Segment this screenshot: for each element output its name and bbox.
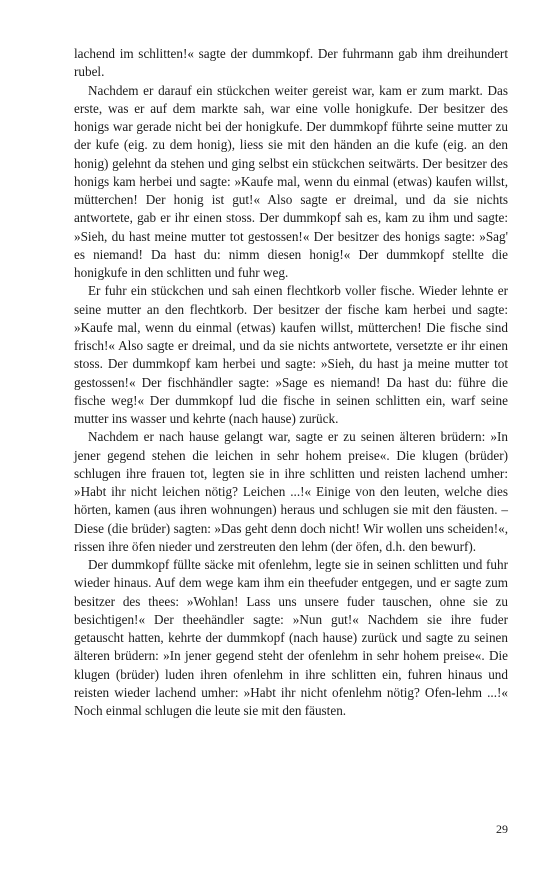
- paragraph-2: Nachdem er darauf ein stückchen weiter gereist war, kam er zum markt. Das erste, was er auf dem markte sah, war eine volle honigkufe. Der besitzer des honigs war gerade nicht bei der honigkufe. Der dummkopf führte seine mutter zu der kufe (eig. zu dem honig), liess sie mit den händen an die kufe (eig. an den honig) gelehnt da stehen und ging selbst ein stückchen seitwärts. Der besitzer des honigs kam herbei und sagte: »Kaufe mal, wenn du einmal (etwas) kaufen willst, mütterchen! Der honig ist gut!« Also sagte er dreimal, und da sie nichts antwortete, gab er ihr einen stoss. Der dummkopf sah es, kam zu ihm und sagte: »Sieh, du hast meine mutter tot gestossen!« Der besitzer des honigs sagte: »Sag' es niemand! Da hast du: nimm diesen honig!« Der dummkopf stellte die honigkufe in den schlitten und fuhr weg.: [74, 82, 508, 280]
- page-number: 29: [496, 822, 508, 836]
- paragraph-4: Nachdem er nach hause gelangt war, sagte er zu seinen älteren brüdern: »In jener gegend stehen die leichen in sehr hohem preise«. Die klugen (brüder) schlugen ihre frauen tot, legten sie in ihre schlitten und reisten lachend umher: »Habt ihr nicht leichen nötig? Leichen ...!« Einige von den leuten, welche dies hörten, kamen (aus ihren wohnungen) heraus und schlugen sie mit den fäusten. – Diese (die brüder) sagten: »Das geht denn doch nicht! Wir wollen uns scheiden!«, rissen ihre öfen nieder und zerstreuten den lehm (der öfen, d.h. den bewurf).: [74, 429, 508, 554]
- paragraph-5: Der dummkopf füllte säcke mit ofenlehm, legte sie in seinen schlitten und fuhr wieder hinaus. Auf dem wege kam ihm ein theefuder entgegen, und er sagte zum besitzer des thees: »Wohlan! Lass uns unsere fuder tauschen, ohne sie zu besichtigen!« Der theehändler sagte: »Nun gut!« Nachdem sie ihre fuder getauscht hatten, kehrte der dummkopf (nach hause) zurück und sagte zu seinen älteren brüdern: »In jener gegend steht der ofenlehm in sehr hohem preise«. Die klugen (brüder) luden ihren ofenlehm in ihre schlitten ein, fuhren hinaus und reisten wieder lachend umher: »Habt ihr nicht ofenlehm nötig? Ofen-lehm ...!« Noch einmal schlugen die leute sie mit den fäusten.: [74, 557, 508, 718]
- paragraph-1: lachend im schlitten!« sagte der dummkopf. Der fuhrmann gab ihm dreihundert rubel.: [74, 46, 508, 80]
- page-body: [74, 45, 508, 720]
- paragraph-3: Er fuhr ein stückchen und sah einen flechtkorb voller fische. Wieder lehnte er seine mutter an den flechtkorb. Der besitzer der fische kam herbei und sagte: »Kaufe mal, wenn du einmal (etwas) kaufen willst, mütterchen! Die fische sind frisch!« Also sagte er dreimal, und da sie nichts antwortete, versetzte er ihr einen stoss. Der dummkopf kam herbei und sagte: »Sieh, du hast ja meine mutter tot gestossen!« Der fischhändler sagte: »Sage es niemand! Da hast du: führe die fische weg!« Der dummkopf lud die fische in seinen schlitten ein, warf seine mutter ins wasser und kehrte (nach hause) zurück.: [74, 283, 508, 426]
